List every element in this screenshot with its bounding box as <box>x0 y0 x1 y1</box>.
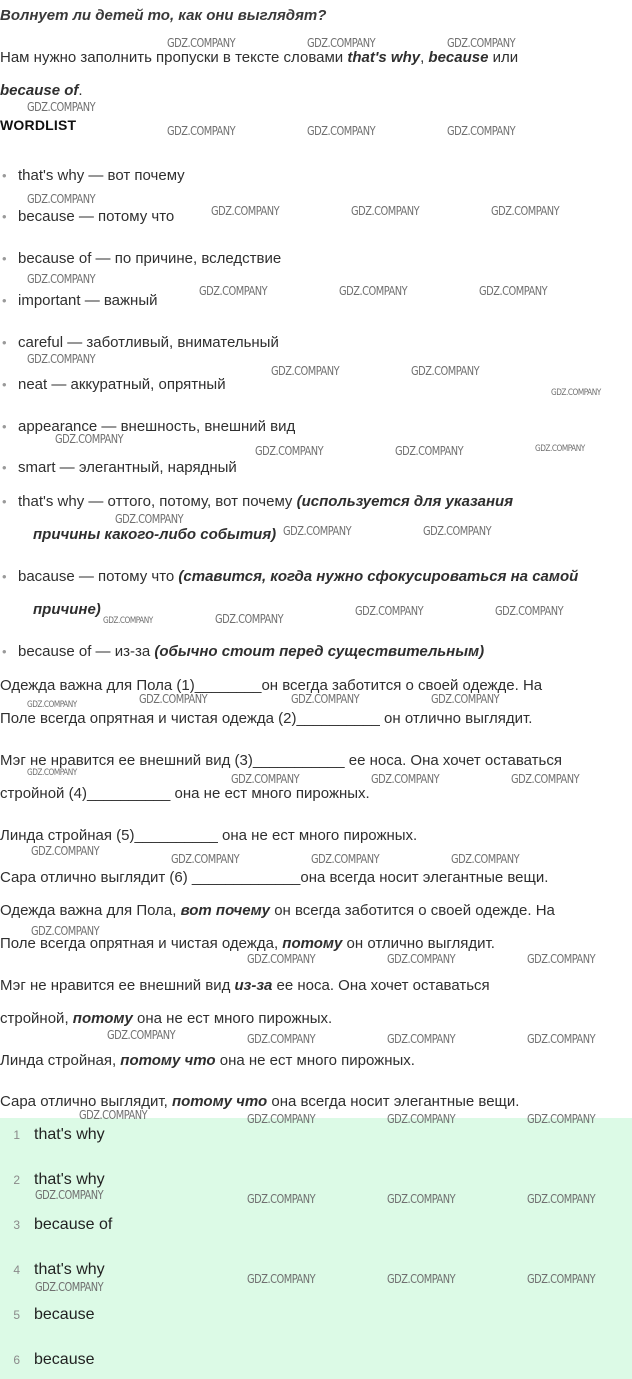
watermark: GDZ.COMPANY <box>387 1112 456 1126</box>
watermark: GDZ.COMPANY <box>27 768 77 778</box>
wordlist-title: WORDLIST <box>0 117 77 133</box>
watermark: GDZ.COMPANY <box>311 852 380 866</box>
watermark: GDZ.COMPANY <box>307 124 376 138</box>
answer-row <box>0 1261 105 1279</box>
exercise-line: Линда стройная (5)__________ она не ест много пирожных. <box>0 827 418 844</box>
solution-line <box>0 1052 415 1069</box>
solution-answer: потому <box>72 1010 133 1027</box>
watermark: GDZ.COMPANY <box>527 1112 596 1126</box>
solution-answer: потому что <box>171 1093 268 1110</box>
answers-panel <box>0 1118 632 1379</box>
watermark: GDZ.COMPANY <box>423 524 492 538</box>
answer-row <box>0 1216 112 1234</box>
solution-text: она не ест много пирожных. <box>132 1010 333 1027</box>
watermark: GDZ.COMPANY <box>271 364 340 378</box>
watermark: GDZ.COMPANY <box>527 1032 596 1046</box>
solution-line <box>0 1010 332 1027</box>
wordlist-item <box>18 568 578 585</box>
watermark: GDZ.COMPANY <box>535 444 585 454</box>
wordlist-item: • smart — элегантный, нарядный <box>18 459 237 476</box>
watermark: GDZ.COMPANY <box>511 772 580 786</box>
watermark: GDZ.COMPANY <box>35 1280 104 1294</box>
watermark: GDZ.COMPANY <box>479 284 548 298</box>
solution-answer: вот почему <box>180 902 271 919</box>
task-end: . <box>78 82 83 99</box>
wordlist-note: (используется для указания <box>296 493 514 510</box>
task-separator: , <box>420 49 429 66</box>
exercise-line: Поле всегда опрятная и чистая одежда (2)__________ он отлично выглядит. <box>0 710 533 727</box>
watermark: GDZ.COMPANY <box>247 952 316 966</box>
solution-text: Одежда важна для Пола, <box>0 902 181 919</box>
solution-text: Поле всегда опрятная и чистая одежда, <box>0 935 283 952</box>
wordlist-item: • because — потому что <box>18 208 174 225</box>
watermark: GDZ.COMPANY <box>27 192 96 206</box>
task-word-3: because of <box>0 82 79 99</box>
watermark: GDZ.COMPANY <box>27 100 96 114</box>
watermark: GDZ.COMPANY <box>355 604 424 618</box>
watermark: GDZ.COMPANY <box>31 924 100 938</box>
watermark: GDZ.COMPANY <box>307 36 376 50</box>
watermark: GDZ.COMPANY <box>199 284 268 298</box>
task-word-1: that's why <box>347 49 421 66</box>
watermark: GDZ.COMPANY <box>387 952 456 966</box>
answer-number: 4 <box>13 1263 20 1277</box>
watermark: GDZ.COMPANY <box>27 352 96 366</box>
task-prefix: Нам нужно заполнить пропуски в тексте словами <box>0 49 348 66</box>
answer-row <box>0 1351 95 1369</box>
watermark: GDZ.COMPANY <box>215 612 284 626</box>
wordlist-note: (ставится, когда нужно сфокусироваться на самой <box>178 568 579 585</box>
watermark: GDZ.COMPANY <box>351 204 420 218</box>
answer-number: 5 <box>13 1308 20 1322</box>
answer-row <box>0 1126 105 1144</box>
watermark: GDZ.COMPANY <box>387 1032 456 1046</box>
wordlist-term: that's why — оттого, потому, вот почему <box>18 493 297 510</box>
answer-number: 3 <box>13 1218 20 1232</box>
watermark: GDZ.COMPANY <box>107 1028 176 1042</box>
answer-text: that's why <box>34 1171 105 1188</box>
watermark: GDZ.COMPANY <box>55 432 124 446</box>
watermark: GDZ.COMPANY <box>247 1112 316 1126</box>
wordlist-item: • important — важный <box>18 292 157 309</box>
task-word-2: because <box>428 49 489 66</box>
watermark: GDZ.COMPANY <box>447 124 516 138</box>
solution-text: ее носа. Она хочет оставаться <box>272 977 490 994</box>
wordlist-item: • appearance — внешность, внешний вид <box>18 418 295 435</box>
wordlist-item <box>18 643 484 660</box>
solution-text: она всегда носит элегантные вещи. <box>267 1093 520 1110</box>
watermark: GDZ.COMPANY <box>231 772 300 786</box>
question-title: Волнует ли детей то, как они выглядят? <box>0 7 327 24</box>
watermark: GDZ.COMPANY <box>395 444 464 458</box>
answer-number: 6 <box>13 1353 20 1367</box>
solution-answer: потому <box>282 935 343 952</box>
wordlist-term: because of — из-за <box>18 643 155 660</box>
watermark: GDZ.COMPANY <box>551 388 601 398</box>
watermark: GDZ.COMPANY <box>255 444 324 458</box>
watermark: GDZ.COMPANY <box>167 124 236 138</box>
watermark: GDZ.COMPANY <box>139 692 208 706</box>
watermark: GDZ.COMPANY <box>171 852 240 866</box>
watermark: GDZ.COMPANY <box>27 700 77 710</box>
watermark: GDZ.COMPANY <box>31 844 100 858</box>
watermark: GDZ.COMPANY <box>27 272 96 286</box>
watermark: GDZ.COMPANY <box>527 952 596 966</box>
watermark: GDZ.COMPANY <box>167 36 236 50</box>
answer-text: because <box>34 1306 95 1323</box>
answer-number: 1 <box>13 1128 20 1142</box>
watermark: GDZ.COMPANY <box>339 284 408 298</box>
answer-text: because of <box>34 1216 113 1233</box>
watermark: GDZ.COMPANY <box>495 604 564 618</box>
solution-text: Сара отлично выглядит, <box>0 1093 172 1110</box>
solution-answer: из-за <box>234 977 273 994</box>
wordlist-note-continued: причины какого-либо события) <box>33 526 277 543</box>
solution-line <box>0 902 555 919</box>
task-separator: или <box>488 49 519 66</box>
watermark: GDZ.COMPANY <box>283 524 352 538</box>
solution-text: Мэг не нравится ее внешний вид <box>0 977 235 994</box>
watermark: GDZ.COMPANY <box>291 692 360 706</box>
watermark: GDZ.COMPANY <box>35 1188 104 1202</box>
solution-text: Линда стройная, <box>0 1052 121 1069</box>
solution-answer: потому что <box>120 1052 216 1069</box>
watermark: GDZ.COMPANY <box>103 616 153 626</box>
watermark: GDZ.COMPANY <box>491 204 560 218</box>
exercise-line: Сара отлично выглядит (6) _____________она всегда носит элегантные вещи. <box>0 869 549 886</box>
wordlist-item: • because of — по причине, вследствие <box>18 250 281 267</box>
answer-number: 2 <box>13 1173 20 1187</box>
watermark: GDZ.COMPANY <box>411 364 480 378</box>
exercise-line: Одежда важна для Пола (1)________он всегда заботится о своей одежде. На <box>0 677 543 694</box>
wordlist-item <box>18 493 513 510</box>
answer-row <box>0 1306 95 1324</box>
answer-text: because <box>34 1351 95 1368</box>
watermark: GDZ.COMPANY <box>451 852 520 866</box>
solution-text: он отлично выглядит. <box>342 935 495 952</box>
answer-text: that's why <box>34 1261 105 1278</box>
watermark: GDZ.COMPANY <box>247 1032 316 1046</box>
watermark: GDZ.COMPANY <box>115 512 184 526</box>
solution-text: она не ест много пирожных. <box>215 1052 415 1069</box>
exercise-line: Мэг не нравится ее внешний вид (3)___________ ее носа. Она хочет оставаться <box>0 752 562 769</box>
answer-row <box>0 1171 105 1189</box>
watermark: GDZ.COMPANY <box>387 1192 456 1206</box>
wordlist-note: (обычно стоит перед существительным) <box>154 643 485 660</box>
watermark: GDZ.COMPANY <box>211 204 280 218</box>
wordlist-note-continued: причине) <box>33 601 101 618</box>
wordlist-item: • neat — аккуратный, опрятный <box>18 376 226 393</box>
watermark: GDZ.COMPANY <box>431 692 500 706</box>
watermark: GDZ.COMPANY <box>527 1192 596 1206</box>
watermark: GDZ.COMPANY <box>447 36 516 50</box>
solution-text: он всегда заботится о своей одежде. На <box>270 902 555 919</box>
watermark: GDZ.COMPANY <box>387 1272 456 1286</box>
wordlist-item: • careful — заботливый, внимательный <box>18 334 279 351</box>
watermark: GDZ.COMPANY <box>247 1192 316 1206</box>
solution-line <box>0 977 490 994</box>
exercise-line: стройной (4)__________ она не ест много пирожных. <box>0 785 370 802</box>
solution-text: стройной, <box>0 1010 73 1027</box>
task-line-1 <box>0 49 518 66</box>
watermark: GDZ.COMPANY <box>371 772 440 786</box>
task-line-2 <box>0 82 83 99</box>
solution-line <box>0 1093 519 1110</box>
watermark: GDZ.COMPANY <box>527 1272 596 1286</box>
answer-text: that's why <box>34 1126 105 1143</box>
watermark: GDZ.COMPANY <box>79 1108 148 1122</box>
watermark: GDZ.COMPANY <box>247 1272 316 1286</box>
wordlist-term: bacause — потому что <box>18 568 179 585</box>
wordlist-item: • that's why — вот почему <box>18 167 185 184</box>
